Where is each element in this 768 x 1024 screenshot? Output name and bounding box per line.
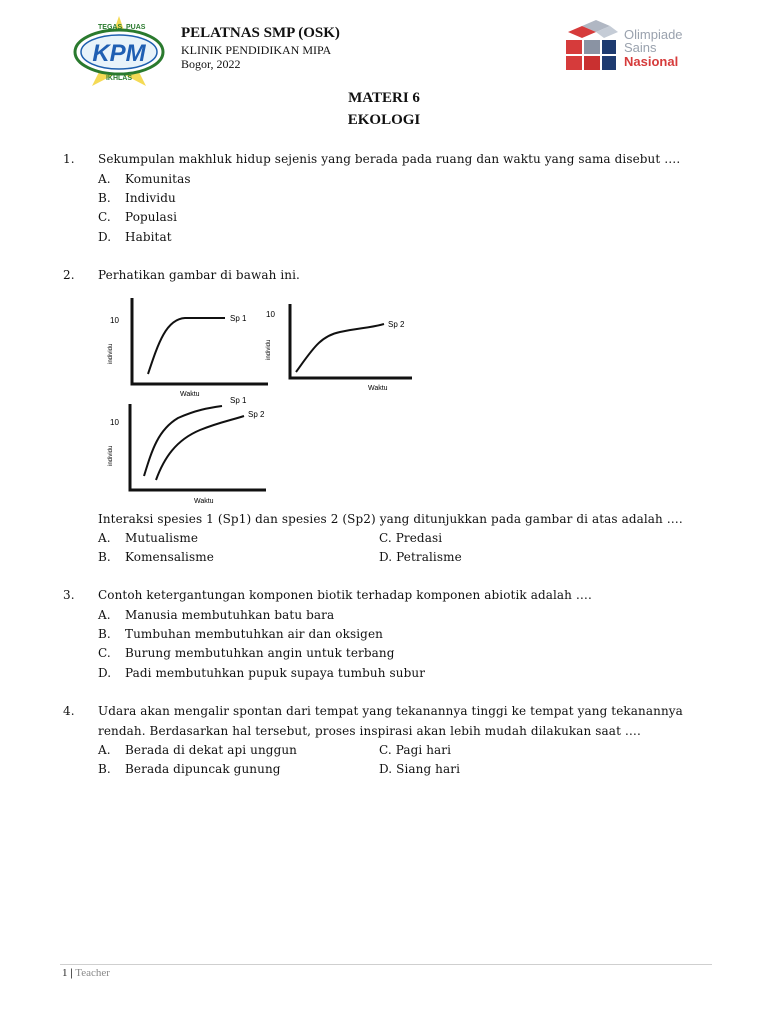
option-text: Manusia membutuhkan batu bara (125, 608, 335, 622)
footer-label: Teacher (75, 967, 110, 979)
option-text: Populasi (125, 210, 178, 224)
option-text: Mutualisme (125, 531, 199, 545)
kpm-logo-main: KPM (92, 40, 146, 67)
question-2-body (0, 512, 768, 572)
option-text: C. Pagi hari (379, 743, 452, 757)
osn-logo (560, 20, 710, 80)
question-4 (0, 704, 768, 784)
graph2-ylabel: individu (266, 339, 272, 360)
option-text: Habitat (125, 230, 172, 244)
osn-logo-line2: Sains (624, 40, 657, 55)
footer-separator: | (70, 967, 73, 979)
option-text: D. Siang hari (379, 762, 461, 776)
option-text: Komunitas (125, 172, 191, 186)
question-number: 2. (63, 268, 75, 282)
option-text: Berada dipuncak gunung (125, 762, 281, 776)
footer-rule (60, 964, 712, 965)
question-text: Perhatikan gambar di bawah ini. (98, 268, 300, 282)
question-2-intro (0, 268, 768, 288)
question-number: 4. (63, 704, 75, 718)
osn-logo-line3: Nasional (624, 54, 679, 69)
graph-sp1 (100, 294, 270, 402)
question-text: Contoh ketergantungan komponen biotik terhadap komponen abiotik adalah …. (98, 588, 592, 602)
kpm-logo-top-right: PUAS (126, 24, 146, 31)
graph-sp1-sp2 (96, 394, 276, 506)
question-number: 1. (63, 152, 75, 166)
option-text: Individu (125, 191, 176, 205)
graph3-ylabel: individu (108, 445, 114, 466)
option-letter: B. (98, 627, 111, 641)
question-text: Sekumpulan makhluk hidup sejenis yang berada pada ruang dan waktu yang sama disebut …. (98, 152, 681, 166)
option-letter: B. (98, 191, 111, 205)
graph2-series-label: Sp 2 (388, 320, 405, 329)
option-text: D. Petralisme (379, 550, 462, 564)
header-subtitle: KLINIK PENDIDIKAN MIPA (181, 43, 332, 57)
question-text-continued: rendah. Berdasarkan hal tersebut, proses inspirasi akan lebih mudah dilakukan saat …. (98, 724, 641, 738)
option-letter: C. (98, 646, 111, 660)
kpm-logo (68, 14, 170, 86)
option-text: Tumbuhan membutuhkan air dan oksigen (125, 627, 383, 641)
option-letter: C. (98, 210, 111, 224)
option-letter: B. (98, 550, 111, 564)
graph2-xlabel: Waktu (368, 385, 388, 392)
graph3-ytick: 10 (110, 418, 119, 427)
question-3 (0, 588, 768, 688)
option-text: Komensalisme (125, 550, 214, 564)
option-text: Berada di dekat api unggun (125, 743, 298, 757)
option-letter: A. (98, 608, 111, 622)
option-text: C. Predasi (379, 531, 443, 545)
option-letter: A. (98, 743, 111, 757)
graph2-ytick: 10 (266, 310, 275, 319)
graph3-series1-label: Sp 1 (230, 396, 247, 405)
graph1-ylabel: individu (108, 343, 114, 364)
option-letter: B. (98, 762, 111, 776)
graph1-xlabel: Waktu (180, 391, 200, 398)
footer (62, 967, 110, 979)
question-text: Udara akan mengalir spontan dari tempat yang tekanannya tinggi ke tempat yang tekanannya (98, 704, 683, 718)
header-title: PELATNAS SMP (OSK) (181, 25, 340, 41)
question-1 (0, 152, 768, 252)
question-number: 3. (63, 588, 75, 602)
kpm-logo-bottom: IKHLAS (105, 75, 133, 82)
graph1-series-label: Sp 1 (230, 314, 247, 323)
option-letter: D. (98, 666, 112, 680)
option-letter: A. (98, 172, 111, 186)
question-text: Interaksi spesies 1 (Sp1) dan spesies 2 (Sp2) yang ditunjukkan pada gambar di atas adalah …. (98, 512, 683, 526)
graph1-ytick: 10 (110, 316, 119, 325)
graph3-xlabel: Waktu (194, 498, 214, 505)
graph-sp2 (262, 300, 422, 396)
option-text: Padi membutuhkan pupuk supaya tumbuh subur (125, 666, 426, 680)
heading-topic: EKOLOGI (347, 112, 421, 128)
option-letter: A. (98, 531, 111, 545)
footer-page-number: 1 (62, 967, 68, 979)
option-text: Burung membutuhkan angin untuk terbang (125, 646, 395, 660)
header-location: Bogor, 2022 (181, 57, 241, 71)
option-letter: D. (98, 230, 112, 244)
graph3-series2-label: Sp 2 (248, 410, 265, 419)
heading-materi: MATERI 6 (348, 90, 420, 106)
osn-logo-line1: Olimpiade (624, 27, 683, 42)
kpm-logo-top-left: TEGAS (98, 24, 123, 31)
